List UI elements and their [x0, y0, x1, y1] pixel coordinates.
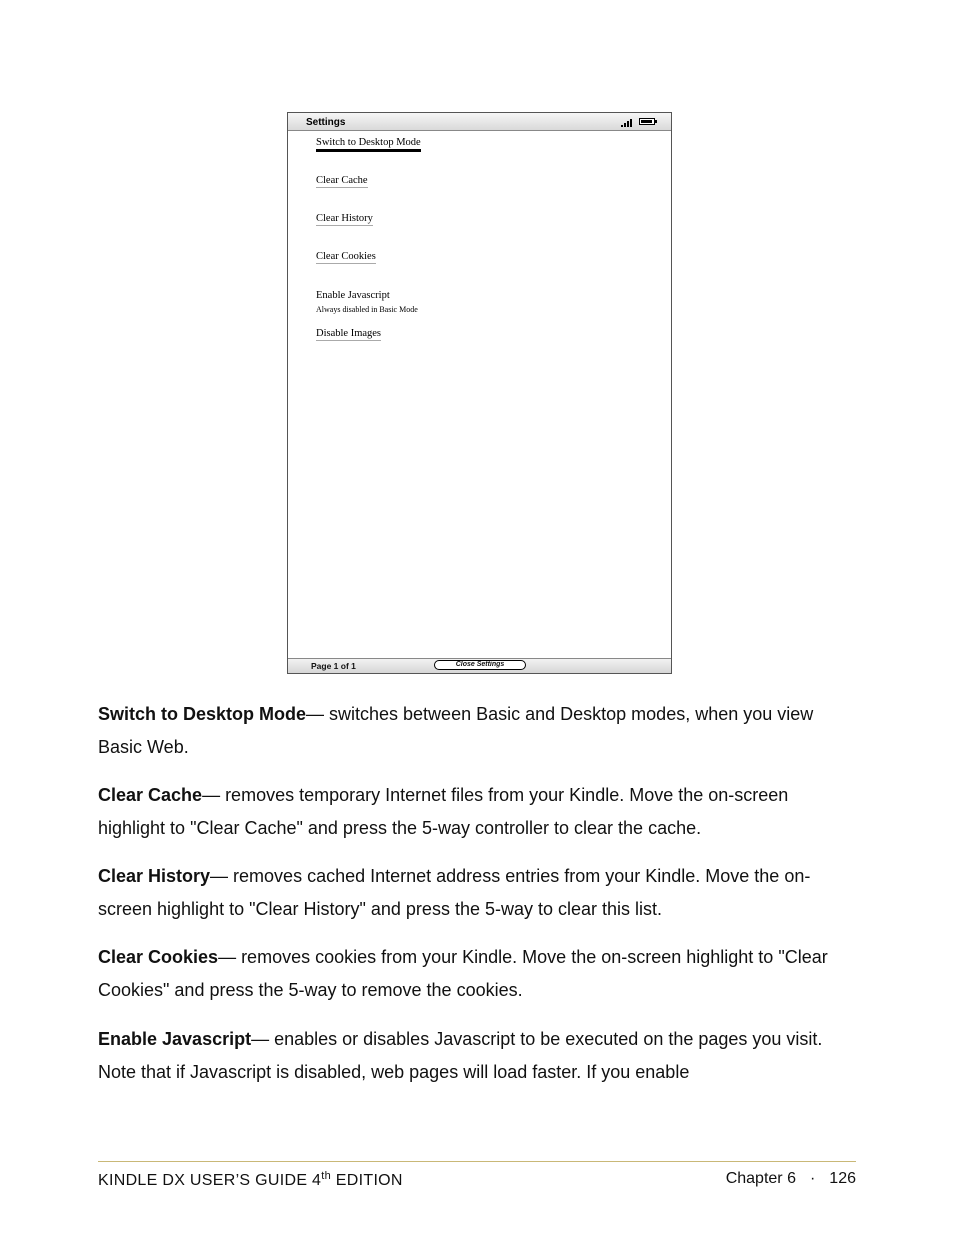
menu-item-enable-javascript-note: Always disabled in Basic Mode: [316, 305, 418, 314]
definition-clear-cookies: — removes cookies from your Kindle. Move the on-screen highlight to "Clear Cookies" and press the 5-way to remove the cookies.: [98, 947, 828, 1000]
menu-item-disable-images[interactable]: Disable Images: [316, 328, 382, 339]
guide-title-text: KINDLE DX USER’S GUIDE 4: [98, 1172, 322, 1189]
description-enable-javascript: [98, 1023, 858, 1089]
definition-enable-javascript: — enables or disables Javascript to be executed on the pages you visit. Note that if Javascript is disabled, web pages will load faster. If you enable: [98, 1029, 823, 1082]
definition-switch-desktop-mode: — switches between Basic and Desktop modes, when you view Basic Web.: [98, 704, 814, 757]
term-clear-cookies: Clear Cookies: [98, 947, 219, 967]
page-indicator: Page 1 of 1: [311, 661, 356, 671]
description-clear-cache: [98, 779, 858, 845]
battery-icon: [639, 118, 655, 125]
term-clear-history: Clear History: [98, 866, 211, 886]
menu-item-switch-desktop-mode[interactable]: Switch to Desktop Mode: [316, 137, 421, 152]
kindle-footer-bar: [288, 658, 671, 673]
page-number: 126: [829, 1170, 856, 1187]
menu-item-clear-cookies[interactable]: Clear Cookies: [316, 251, 376, 262]
menu-item-enable-javascript[interactable]: Enable Javascript: [316, 290, 390, 301]
definition-clear-history: — removes cached Internet address entries from your Kindle. Move the on-screen highlight to "Clear History" and press the 5-way to clear this list.: [98, 866, 811, 919]
close-settings-button[interactable]: Close Settings: [434, 660, 526, 670]
guide-title-superscript: th: [321, 1170, 332, 1182]
term-clear-cache: Clear Cache: [98, 785, 203, 805]
footer-guide-title: [98, 1170, 403, 1190]
chapter-label: Chapter 6: [725, 1170, 796, 1187]
kindle-settings-screenshot: [287, 112, 672, 674]
kindle-title-bar: [288, 113, 671, 131]
term-switch-desktop-mode: Switch to Desktop Mode: [98, 704, 307, 724]
guide-edition-text: EDITION: [335, 1172, 403, 1189]
footer-divider: [98, 1161, 856, 1162]
footer-page-info: [726, 1170, 856, 1188]
menu-item-clear-cache[interactable]: Clear Cache: [316, 175, 368, 186]
description-clear-history: [98, 860, 858, 926]
description-switch-desktop-mode: [98, 698, 858, 764]
description-clear-cookies: [98, 941, 858, 1007]
menu-item-clear-history[interactable]: Clear History: [316, 213, 373, 224]
signal-strength-icon: [621, 119, 635, 127]
footer-separator: ·: [809, 1170, 816, 1187]
term-enable-javascript: Enable Javascript: [98, 1029, 252, 1049]
definition-clear-cache: — removes temporary Internet files from your Kindle. Move the on-screen highlight to "Clear Cache" and press the 5-way controller to clear the cache.: [98, 785, 789, 838]
kindle-title: Settings: [306, 117, 346, 128]
